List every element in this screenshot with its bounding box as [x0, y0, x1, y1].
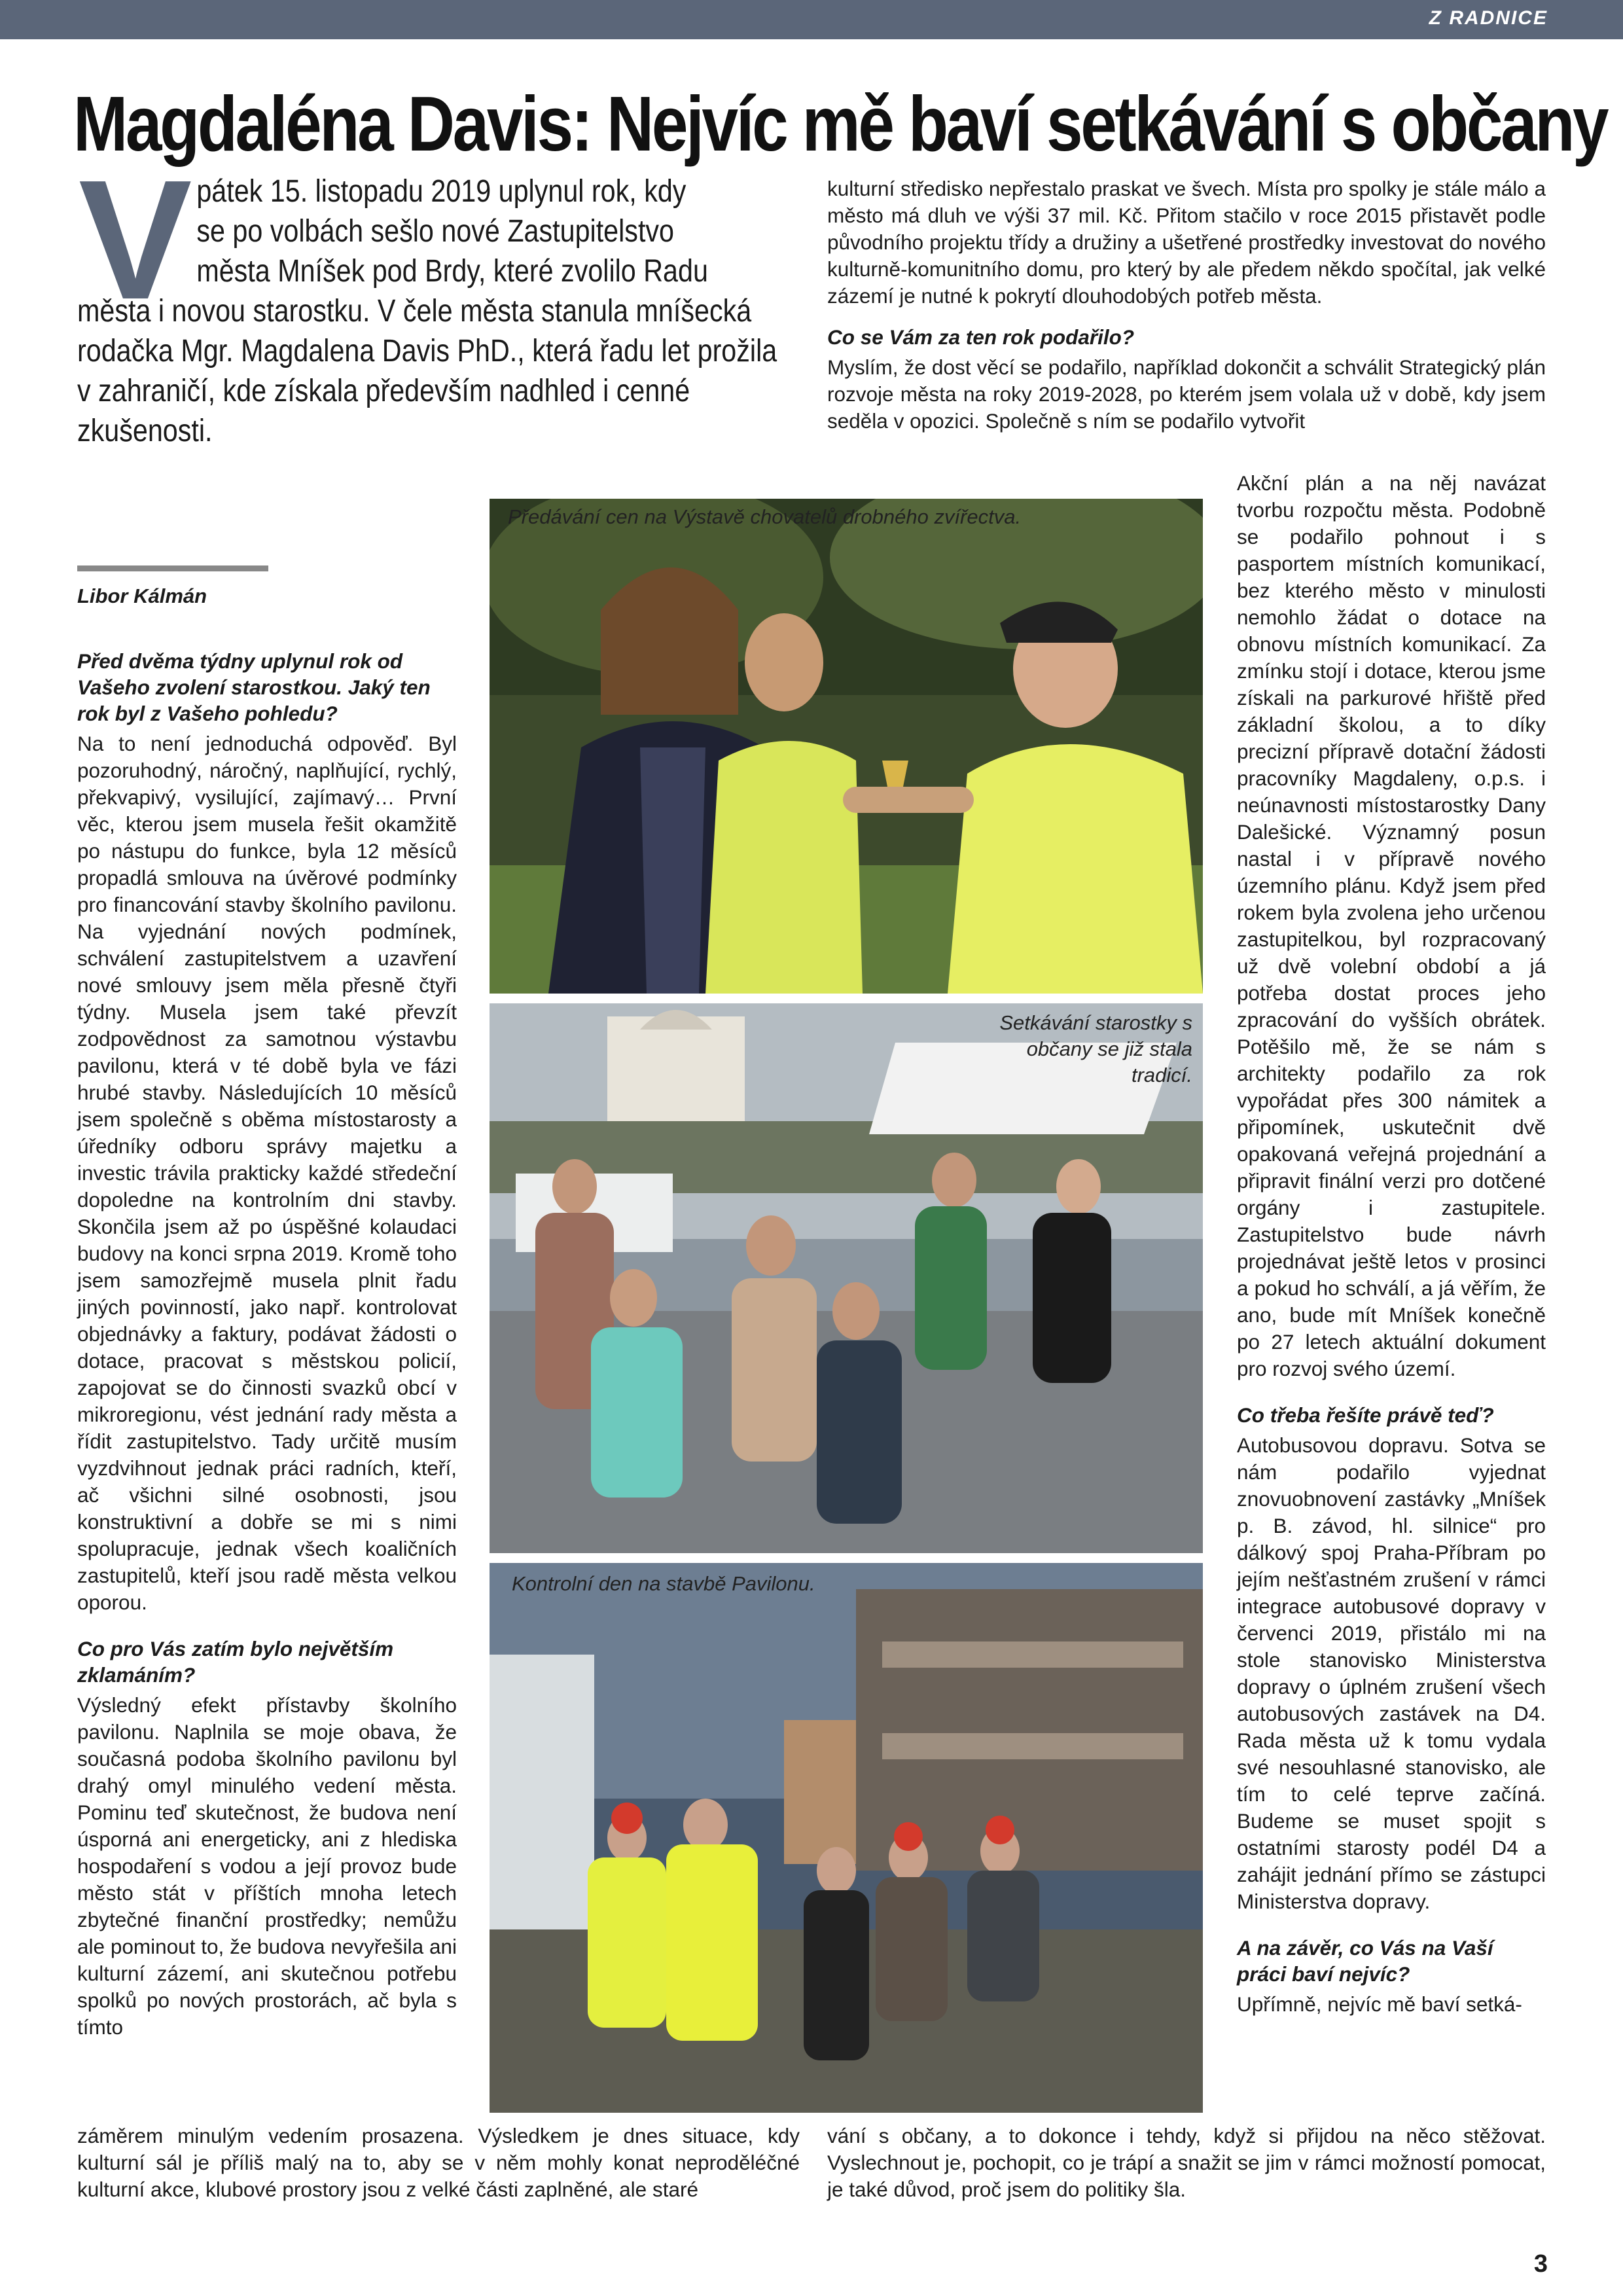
answer: Akční plán a na něj navázat tvorbu rozpočtu města. Podobně se podařilo pohnout i s pasportem místních komunikací, bez kterého město v minulosti nemohlo žádat o dotace na obnovu místních komunikací. Za zmínku stojí i dotace, kterou jsme získali na parkurové hřiště před základní školou, a to díky precizní přípravě dotační žádosti pracovníky Magdaleny, o.p.s. i neúnavnosti místostarostky Dany Dalešické. Významný posun nastal i v přípravě nového územního plánu. Když jsem před rokem byla zvolena jeho určenou zastupitelkou, byl rozpracovaný už dvě volební období a já potřeba dostat proces jeho zpracování do vyšších obrátek. Potěšilo mě, že se nám s architekty podařilo za rok vypořádat přes 300 námitek a připomínek, uskutečnit dvě opakovaná veřejná projednání a připravit finální verzi pro dotčené orgány i zastupitele. Zastupitelstvo bude návrh projednávat ještě letos v prosinci a pokud ho schválí, a já věřím, že ano, bude mít Mníšek konečně po 27 letech aktuální dokument pro rozvoj svého území. [1237, 471, 1546, 1380]
header-bar [0, 0, 1623, 39]
photo-award-handover [490, 499, 1203, 994]
question: Co se Vám za ten rok podařilo? [827, 325, 1135, 349]
page-number: 3 [1533, 2250, 1548, 2278]
right-column [1237, 470, 1546, 2018]
answer: Autobusovou dopravu. Sotva se nám podařilo vyjednat znovuobnovení zastávky „Mníšek p. B. závod, hl. silnice“ pro dálkový spoj Praha-Příbram po jejím nešťastném zrušení v rámci integrace autobusové dopravy v červenci 2019, přistálo mi na stole stanovisko Ministerstva dopravy o úplném zrušení všech autobusových zastávek na D4. Rada města už k tomu vydala své nesouhlasné stanovisko, ale tím to celé teprve začíná. Budeme se muset spojit s ostatními starosty podél D4 a zahájit jednání přímo se zástupci Ministerstva dopravy. [1237, 1433, 1546, 1913]
question: A na závěr, co Vás na Vaší práci baví nejvíc? [1237, 1936, 1493, 1986]
left-column [77, 648, 457, 2041]
answer: Na to není jednoduchá odpověď. Byl pozoruhodný, náročný, naplňující, rychlý, překvapivý, vysilující, zajímavý… První věc, kterou jsem musela řešit okamžitě po nástupu do funkce, byla 12 měsíců propadlá smlouva na úvěrové podmínky pro financování stavby školního pavilonu. Na vyjednání nových podmínek, schválení zastupitelstvem a uzavření nové smlouvy jsem měla přesně čtyři týdny. Musela jsem také převzít zodpovědnost za samotnou výstavbu pavilonu, která v té době byla ve fázi hrubé stavby. Následujících 10 měsíců jsem společně s oběma místostarosty a úředníky odboru správy majetku a investic trávila prakticky každé středeční dopoledne na kontrolním dni stavby. Skončila jsem až po úspěšné kolaudaci budovy na konci srpna 2019. Kromě toho jsem samozřejmě musela plnit řadu jiných povinností, jako např. kontrolovat objednávky a faktury, podávat žádosti o dotace, pracovat s městskou policií, zapojovat se do činnosti svazků obcí v mikroregionu, vést jednání rady města a řídit zastupitelstvo. Tady určitě musím vyzdvihnout jednak práci radních, kteří, ač všichni silné osobnosti, jsou konstruktivní a dobře se mi s nimi spolupracuje, jednak všech koaličních zastupitelů, kteří jsou radě města velkou oporou. [77, 732, 457, 1614]
bottom-left-text [77, 2123, 800, 2203]
photo-construction-inspection [490, 1563, 1203, 2113]
lead-line: v zahraničí, kde získala především nadhled i cenné [77, 374, 690, 408]
paragraph: Myslím, že dost věcí se podařilo, například dokončit a schválit Strategický plán rozvoje města na roky 2019-2028, po kterém jsem volala už v době, kdy jsem seděla v opozici. Společně s ním se podařilo vytvořit [827, 355, 1546, 433]
answer: Výsledný efekt přístavby školního pavilonu. Naplnila se moje obava, že současná podoba školního pavilonu byl drahý omyl minulého vedení města. Pominu teď skutečnost, že budova není úsporná ani energeticky, ani z hlediska hospodaření s vodou a její provoz bude město stát v příštích mnoha letech zbytečné finanční prostředky; nemůžu ale pominout to, že budova nevyřešila ani kulturní zázemí, ani skutečnou potřebu spolků po nových prostorách, ač byla s tímto [77, 1693, 457, 2039]
bottom-right-text [827, 2123, 1546, 2203]
author-divider [77, 565, 268, 571]
right-top-text [827, 175, 1546, 435]
lead-line: zkušenosti. [77, 414, 213, 448]
photo-caption: Setkávání starostky s občany se již stala tradicí. [999, 1011, 1192, 1086]
section-label: Z RADNICE [1429, 7, 1548, 29]
paragraph: vání s občany, a to dokonce i tehdy, když si přijdou na něco stěžovat. Vyslechnout je, pochopit, co je trápí a snažit se jim v rámci možností pomocat, je také důvod, proč jsem do politiky šla. [827, 2124, 1546, 2201]
question: Co třeba řešíte právě teď? [1237, 1403, 1494, 1427]
drop-cap: V [79, 145, 192, 335]
lead-line: města i novou starostku. V čele města stanula mníšecká [77, 294, 752, 329]
question: Před dvěma týdny uplynul rok od Vašeho zvolení starostkou. Jaký ten rok byl z Vašeho pohledu? [77, 649, 431, 725]
paragraph: kulturní středisko nepřestalo praskat ve švech. Místa pro spolky je stále málo a město má dluh ve výši 37 mil. Kč. Přitom stačilo v roce 2015 přistavět podle původního projektu třídy a družiny a ušetřené prostředky investovat do nového kulturně-komunitního domu, pro který by ale předem někdo spočítal, jak velké zázemí je nutné k pokrytí dlouhodobých potřeb města. [827, 177, 1546, 308]
photo-caption: Kontrolní den na stavbě Pavilonu. [512, 1572, 815, 1595]
lead-paragraph [77, 145, 777, 451]
photo-caption: Předávání cen na Výstavě chovatelů drobného zvířectva. [508, 505, 1022, 528]
lead-line: se po volbách sešlo nové Zastupitelstvo [196, 214, 675, 249]
paragraph: záměrem minulým vedením prosazena. Výsledkem je dnes situace, kdy kulturní sál je příliš malý na to, aby se v něm mohly konat neproděléčné kulturní akce, klubové prostory jsou z velké části zaplněné, ale staré [77, 2124, 800, 2201]
article-title: Magdaléna Davis: Nejvíc mě baví setkávání s občany [73, 81, 1607, 168]
question: Co pro Vás zatím bylo největším zklamáním? [77, 1637, 394, 1687]
lead-line: pátek 15. listopadu 2019 uplynul rok, kdy [196, 174, 687, 209]
author-byline: Libor Kálmán [77, 584, 207, 607]
lead-line: rodačka Mgr. Magdalena Davis PhD., která řadu let prožila [77, 334, 777, 368]
lead-line: města Mníšek pod Brdy, které zvolilo Radu [196, 254, 708, 289]
answer: Upřímně, nejvíc mě baví setká- [1237, 1992, 1522, 2016]
